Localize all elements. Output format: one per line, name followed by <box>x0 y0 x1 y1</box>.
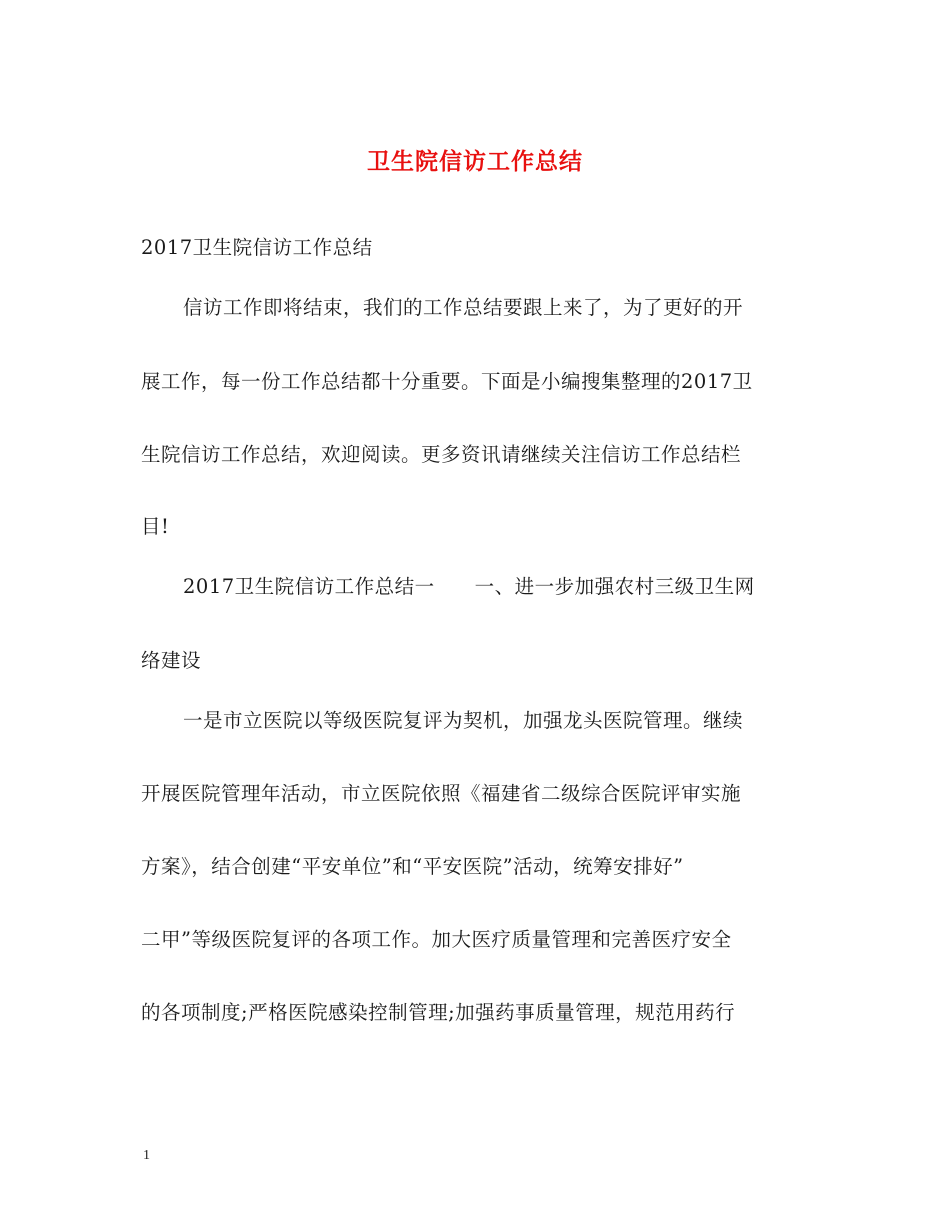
subtitle-line: 2017卫生院信访工作总结 <box>141 236 373 259</box>
paragraph-line: 目! <box>141 515 170 538</box>
paragraph-line: 方案》，结合创建“平安单位”和“平安医院”活动，统筹安排好” <box>141 855 684 878</box>
document-title: 卫生院信访工作总结 <box>367 149 583 175</box>
paragraph-line: 的各项制度;严格医院感染控制管理;加强药事质量管理，规范用药行 <box>141 1001 736 1024</box>
page-number: 1 <box>143 1148 150 1163</box>
paragraph-line: 信访工作即将结束，我们的工作总结要跟上来了，为了更好的开 <box>183 296 744 319</box>
paragraph-line: 一是市立医院以等级医院复评为契机，加强龙头医院管理。继续 <box>183 709 744 732</box>
paragraph-line: 二甲”等级医院复评的各项工作。加大医疗质量管理和完善医疗安全 <box>141 928 732 951</box>
paragraph-line: 开展医院管理年活动，市立医院依照《福建省二级综合医院评审实施 <box>141 782 742 805</box>
paragraph-line: 展工作，每一份工作总结都十分重要。下面是小编搜集整理的2017卫 <box>141 370 753 393</box>
paragraph-line: 络建设 <box>141 649 202 672</box>
paragraph-line: 2017卫生院信访工作总结一 一、进一步加强农村三级卫生网 <box>183 575 755 598</box>
paragraph-line: 生院信访工作总结，欢迎阅读。更多资讯请继续关注信访工作总结栏 <box>141 443 742 466</box>
